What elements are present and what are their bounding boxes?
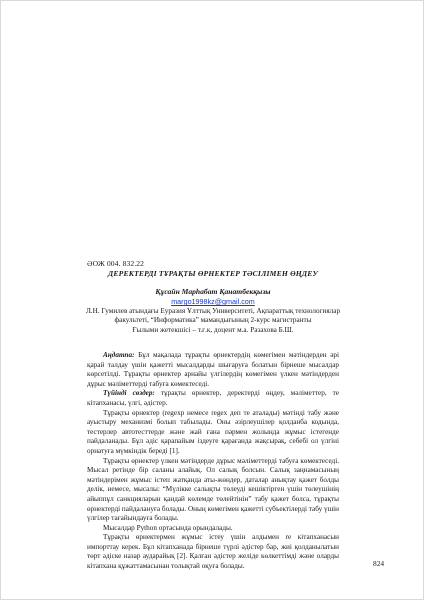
supervisor-line: Ғылыми жетекшісі – т.ғ.к, доцент м.а. Разахова Б.Ш. bbox=[132, 325, 294, 334]
udc-code: ӘОЖ 004. 832.22 bbox=[87, 259, 145, 268]
abstract-text: Бұл мақалада тұрақты өрнектердің көмегімен мәтіндерден әрі қарай талдау үшін қажетті мысалдарды шығаруға болатын бірнеше мысалдар көрсетілді. Тұрақты өрнектер арнайы үлгілердің көмегімен үлкен мәтіндерден дұрыс мәліметтерді табуға көмектеседі. bbox=[87, 351, 339, 388]
keywords-paragraph bbox=[87, 389, 339, 408]
abstract-label: Аңдатпа: bbox=[103, 351, 135, 359]
body-paragraph: Мысалдар Python ортасында орындалады. bbox=[103, 523, 233, 532]
affiliation-line: факультеті, “Информатика” мамандығының 2-курс магистранты bbox=[114, 316, 312, 325]
keywords-text: тұрақты өрнектер, деректерді өңдеу, мәліметтер, те кітапханасы, үлгі, әдістер. bbox=[87, 389, 339, 407]
affiliation-line: Л.Н. Гумилев атындағы Еуразия Ұлттық Университеті, Ақпараттық технологиялар bbox=[85, 307, 341, 315]
article-body bbox=[87, 351, 339, 572]
abstract-paragraph bbox=[87, 351, 339, 389]
author-email-link[interactable]: margo1998kz@gmail.com bbox=[171, 297, 255, 306]
body-paragraph: Тұрақты өрнектер (regexp немесе regex деп те аталады) мәтінді табу және ауыстыру механизмі болып табылады. Оны әзірлеушілер қолданба кодында, тестерлер автотесттерде және жай ғана пәрмен жолында жұмыс істегенде пайдаланады. Бұл әдіс қарапайым іздеуге қарағанда жақсырақ, себебі ол үлгіні орнатуға мүмкіндік береді [1]. bbox=[87, 408, 339, 455]
body-paragraph: Тұрақты өрнектер үлкен мәтіндерде дұрыс мәліметтерді табуға көмектеседі. Мысал ретінде бір саланы алайық. Ол салық болсын. Салық заңнамасының мәтіндерімен жұмыс істеп жатқанда аты-жөндер, даталар анықтау қажет болды делік, немесе, мысалы: “Мүлікке салықты төлеуді кешіктірген үшін төлеушінің айыппұл санкцияларын қандай көлемде төлейтінін” табу қажет болса, тұрақты өрнектерді пайдалануға болады. Оның көмегімен қажетті субъектілерді табу үшін үлгілер тағайындауға болады. bbox=[87, 456, 339, 523]
body-paragraph: Тұрақты өрнектермен жұмыс істеу үшін алдымен re кітапханасын импорттау керек. Бұл кітапханада бірнеше түрлі әдістер бар, жиі қолданылатын төрт әдіске назар аударайық [2]. Қалған әдістер желіде көлкеттімді және оларды кітапхана құжаттамасынан толықтай оқуға болады. bbox=[87, 533, 339, 571]
paper-title: ДЕРЕКТЕРДІ ТҰРАҚТЫ ӨРНЕКТЕР ТӘСІЛІМЕН ӨҢДЕУ bbox=[107, 269, 319, 278]
affiliation-block bbox=[61, 307, 365, 335]
keywords-label: Түйінді сөздер: bbox=[103, 389, 155, 398]
author-name: Құсайн Марһабат Қанатбекқызы bbox=[155, 287, 271, 296]
page-number: 824 bbox=[373, 559, 385, 568]
